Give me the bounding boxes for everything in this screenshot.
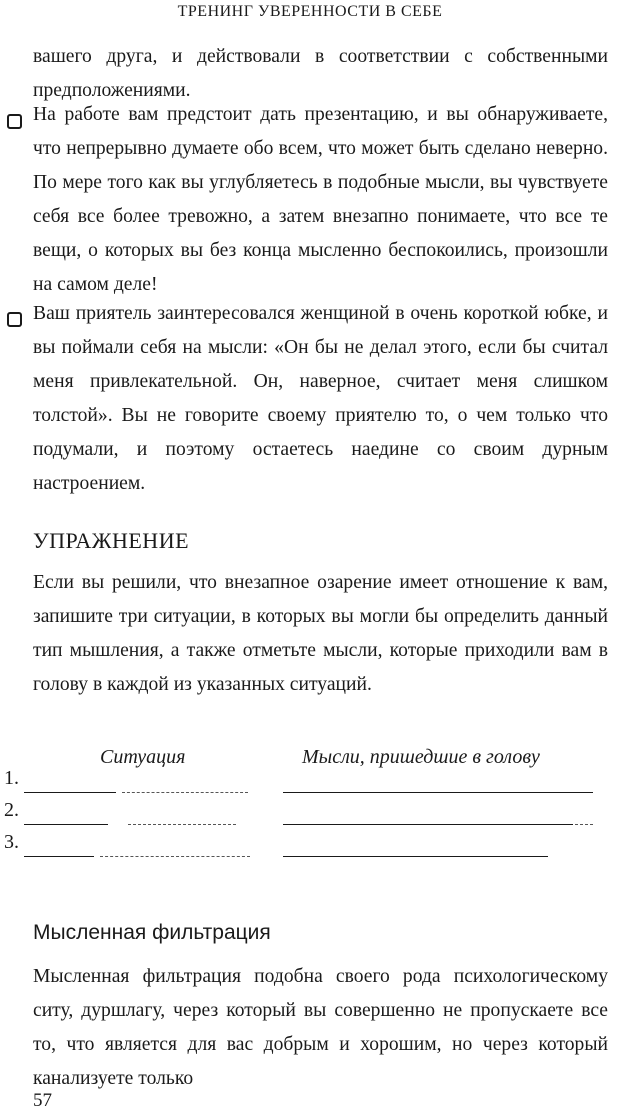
paragraph-continuation: вашего друга, и действовали в соответствии с собственными предположениями. — [33, 46, 608, 101]
answer-line-situation-1[interactable] — [24, 792, 116, 793]
checkbox-bullet-icon — [7, 312, 22, 327]
answer-line-thoughts-2-tail[interactable] — [575, 824, 593, 825]
section-text: Мысленная фильтрация подобна своего рода психологическому ситу, дуршлагу, через который вы совершенно не пропускаете все то, что является для вас добрым и хорошим, но через который канализуете только — [33, 966, 608, 1089]
bullet-paragraph-presentation: На работе вам предстоит дать презентацию, и вы обнаруживаете, что непрерывно думаете обо всем, что может быть сделано неверно. По мере того как вы углубляетесь в подобные мысли, вы чувствуете себя все более тревожно, а затем внезапно понимаете, что все те вещи, о которых вы без конца мысленно беспокоились, произошли на самом деле! — [33, 104, 608, 295]
exercise-heading: УПРАЖНЕНИЕ — [33, 528, 190, 553]
column-header-thoughts: Мысли, пришедшие в голову — [302, 746, 540, 768]
exercise-text: Если вы решили, что внезапное озарение имеет отношение к вам, запишите три ситуации, в которых вы могли бы определить данный тип мышления, а также отметьте мысли, которые приходили вам в голову в каждой из указанных ситуаций. — [33, 572, 608, 695]
answer-line-thoughts-1[interactable] — [283, 792, 593, 793]
column-header-situation: Ситуация — [100, 746, 186, 768]
bullet-paragraph-friend: Ваш приятель заинтересовался женщиной в очень короткой юбке, и вы поймали себя на мысли: «Он бы не делал этого, если бы считал меня привлекательной. Он, наверное, считает меня слишком толстой». Вы не говорите своему приятелю то, о чем только что подумали, и поэтому остаетесь наедине со своим дурным настроением. — [33, 303, 608, 494]
row-number-1: 1. — [4, 767, 19, 789]
row-number-2: 2. — [4, 799, 19, 821]
running-head: ТРЕНИНГ УВЕРЕННОСТИ В СЕБЕ — [177, 3, 443, 20]
answer-line-situation-2[interactable] — [24, 824, 108, 825]
answer-line-situation-2-dotted[interactable] — [128, 824, 236, 825]
section-heading: Мысленная фильтрация — [33, 921, 271, 944]
answer-line-situation-1-dotted[interactable] — [122, 792, 248, 793]
row-number-3: 3. — [4, 831, 19, 853]
answer-line-situation-3[interactable] — [24, 856, 94, 857]
answer-line-thoughts-3[interactable] — [283, 856, 548, 857]
answer-line-thoughts-2[interactable] — [283, 824, 573, 825]
page-number: 57 — [33, 1090, 52, 1111]
answer-line-situation-3-dotted[interactable] — [100, 856, 250, 857]
checkbox-bullet-icon — [7, 114, 22, 129]
